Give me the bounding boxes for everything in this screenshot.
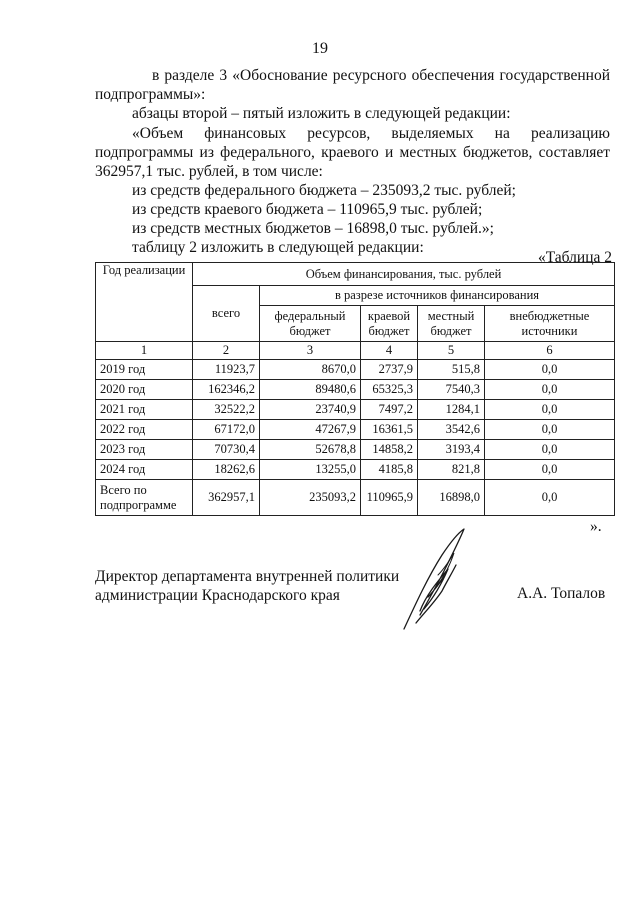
header-regional: краевой бюджет	[361, 306, 418, 342]
cell-year: 2023 год	[96, 440, 193, 460]
cell-extra: 0,0	[485, 400, 615, 420]
cell-federal: 89480,6	[260, 380, 361, 400]
cell-total: 67172,0	[193, 420, 260, 440]
table-row	[96, 420, 615, 440]
paragraph-abzacy: абзацы второй – пятый изложить в следующей редакции:	[132, 105, 511, 122]
paragraph-table-instruction: таблицу 2 изложить в следующей редакции:	[132, 239, 424, 256]
page-number: 19	[312, 40, 328, 57]
header-local: местный бюджет	[418, 306, 485, 342]
cell-extra: 0,0	[485, 460, 615, 480]
closing-quote: ».	[590, 518, 602, 535]
cell-total: 32522,2	[193, 400, 260, 420]
position-line2: администрации Краснодарского края	[95, 587, 340, 604]
header-extra: внебюджетные источники	[485, 306, 615, 342]
paragraph-federal: из средств федерального бюджета – 235093,2 тыс. рублей;	[132, 182, 516, 199]
cell-total: 362957,1	[193, 480, 260, 516]
cell-extra: 0,0	[485, 440, 615, 460]
col-number: 2	[193, 342, 260, 360]
header-total: всего	[193, 286, 260, 342]
cell-local: 515,8	[418, 360, 485, 380]
cell-federal: 8670,0	[260, 360, 361, 380]
cell-year: 2020 год	[96, 380, 193, 400]
col-number: 3	[260, 342, 361, 360]
cell-federal: 13255,0	[260, 460, 361, 480]
header-volume: Объем финансирования, тыс. рублей	[193, 263, 615, 286]
cell-federal: 23740,9	[260, 400, 361, 420]
signatory-position	[95, 567, 399, 605]
cell-local: 7540,3	[418, 380, 485, 400]
paragraph-local: из средств местных бюджетов – 16898,0 тыс. рублей.»;	[132, 220, 494, 237]
cell-regional: 16361,5	[361, 420, 418, 440]
cell-federal: 47267,9	[260, 420, 361, 440]
table-row	[96, 460, 615, 480]
cell-total: 18262,6	[193, 460, 260, 480]
table-total-row	[96, 480, 615, 516]
cell-local: 1284,1	[418, 400, 485, 420]
cell-regional: 110965,9	[361, 480, 418, 516]
header-year: Год реализации	[96, 263, 193, 342]
cell-federal: 52678,8	[260, 440, 361, 460]
table-row	[96, 360, 615, 380]
cell-total: 11923,7	[193, 360, 260, 380]
table-row	[96, 380, 615, 400]
financing-table	[95, 262, 615, 516]
cell-extra: 0,0	[485, 420, 615, 440]
paragraph-regional: из средств краевого бюджета – 110965,9 тыс. рублей;	[132, 201, 483, 218]
cell-regional: 14858,2	[361, 440, 418, 460]
header-federal: федеральный бюджет	[260, 306, 361, 342]
col-number: 1	[96, 342, 193, 360]
cell-federal: 235093,2	[260, 480, 361, 516]
table-caption: «Таблица 2	[537, 249, 612, 266]
cell-total: 162346,2	[193, 380, 260, 400]
cell-year: 2022 год	[96, 420, 193, 440]
header-sources: в разрезе источников финансирования	[260, 286, 615, 306]
cell-extra: 0,0	[485, 480, 615, 516]
signatory-name: А.А. Топалов	[517, 585, 606, 602]
cell-local: 16898,0	[418, 480, 485, 516]
cell-year: 2019 год	[96, 360, 193, 380]
col-number: 5	[418, 342, 485, 360]
paragraph-volume-line1: «Объем финансовых ресурсов, выделяемых на реализацию	[132, 125, 610, 142]
cell-total: 70730,4	[193, 440, 260, 460]
cell-regional: 7497,2	[361, 400, 418, 420]
cell-local: 3193,4	[418, 440, 485, 460]
cell-extra: 0,0	[485, 360, 615, 380]
paragraph-section3-line1: в разделе 3 «Обоснование ресурсного обеспечения государственной	[152, 67, 610, 84]
cell-total-label: Всего по подпрограмме	[96, 480, 193, 516]
col-number: 4	[361, 342, 418, 360]
paragraph-section3-line2: подпрограммы»:	[95, 86, 206, 103]
cell-local: 821,8	[418, 460, 485, 480]
cell-year: 2024 год	[96, 460, 193, 480]
cell-year: 2021 год	[96, 400, 193, 420]
handwritten-signature	[398, 525, 470, 635]
cell-extra: 0,0	[485, 380, 615, 400]
table-row	[96, 400, 615, 420]
cell-regional: 65325,3	[361, 380, 418, 400]
col-number: 6	[485, 342, 615, 360]
paragraph-volume-line3: 362957,1 тыс. рублей, в том числе:	[95, 163, 323, 180]
paragraph-volume-line2: подпрограммы из федерального, краевого и местных бюджетов, составляет	[95, 144, 610, 161]
cell-regional: 2737,9	[361, 360, 418, 380]
cell-regional: 4185,8	[361, 460, 418, 480]
position-line1: Директор департамента внутренней политики	[95, 568, 400, 585]
cell-local: 3542,6	[418, 420, 485, 440]
table-row	[96, 440, 615, 460]
